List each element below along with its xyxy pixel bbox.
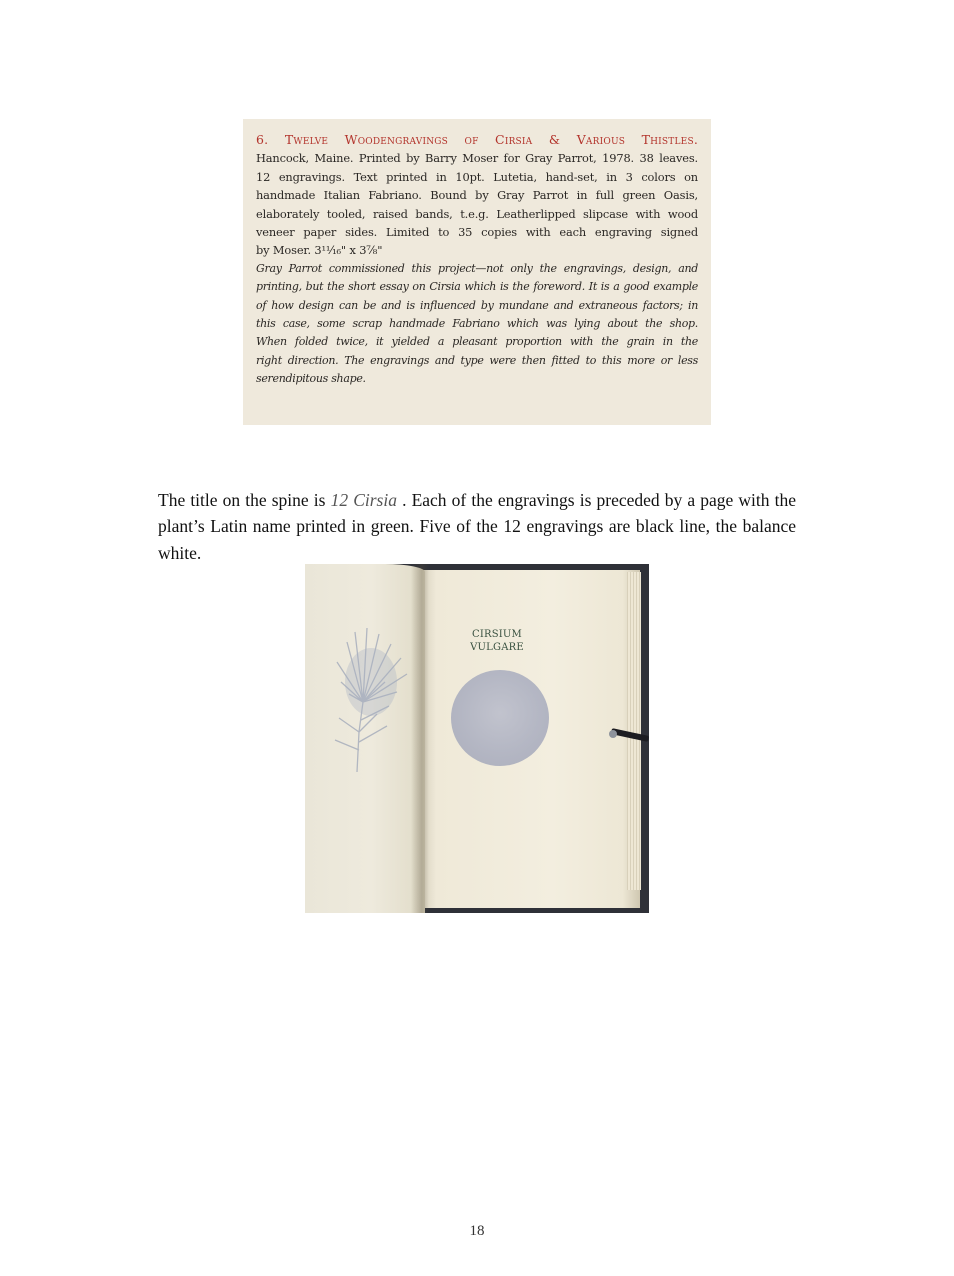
book-gutter — [411, 564, 429, 913]
catalogue-note-line: printing, but the short essay on Cirsia which is the foreword. It is a good example — [256, 280, 698, 294]
catalogue-line: by Moser. 3¹¹⁄₁₆" x 3⅞" — [256, 243, 383, 258]
catalogue-line: Hancock, Maine. Printed by Barry Moser for Gray Parrot, 1978. 38 leaves. — [256, 151, 698, 166]
round-engraving-show-through — [451, 670, 549, 766]
catalogue-note-line: of how design can be and is influenced by mundane and extraneous factors; in — [256, 298, 698, 312]
catalogue-note-line: serendipitous shape. — [256, 372, 366, 386]
catalogue-note-line: Gray Parrot commissioned this project—not only the engravings, design, and — [256, 261, 698, 275]
pen-tip — [609, 730, 617, 738]
catalogue-entry-title: 6. Twelve Woodengravings of Cirsia & Various Thistles. — [256, 132, 698, 147]
latin-name-line: VULGARE — [470, 642, 524, 653]
catalogue-note-line: this case, some scrap handmade Fabriano which was lying about the shop. — [256, 317, 698, 331]
page-number: 18 — [469, 1223, 485, 1239]
catalogue-line: 12 engravings. Text printed in 10pt. Lutetia, hand-set, in 3 colors on — [256, 169, 698, 184]
paragraph-text: The title on the spine is — [158, 489, 331, 510]
catalogue-note-line: When folded twice, it yielded a pleasant proportion with the grain in the — [256, 335, 698, 349]
body-paragraph — [158, 487, 796, 567]
spine-title: 12 Cirsia — [330, 489, 397, 510]
latin-name-line: CIRSIUM — [472, 629, 522, 640]
catalogue-line: elaborately tooled, raised bands, t.e.g. Leatherlipped slipcase with wood — [256, 206, 698, 221]
catalogue-line: handmade Italian Fabriano. Bound by Gray Parrot in full green Oasis, — [256, 188, 698, 203]
paragraph-text: . Each of the engravings is preceded by a page with the plant’s Latin name printed in green. Five of the 12 engravings are black line, the balance white. — [158, 489, 796, 563]
thistle-engraving-show-through — [327, 622, 413, 772]
catalogue-entry-photo — [243, 119, 711, 425]
plant-latin-name — [455, 628, 539, 654]
open-book-photo — [305, 564, 649, 913]
catalogue-note-line: right direction. The engravings and type were then fitted to this more or less — [256, 353, 698, 367]
catalogue-line: veneer paper sides. Limited to 35 copies with each engraving signed — [256, 225, 698, 240]
